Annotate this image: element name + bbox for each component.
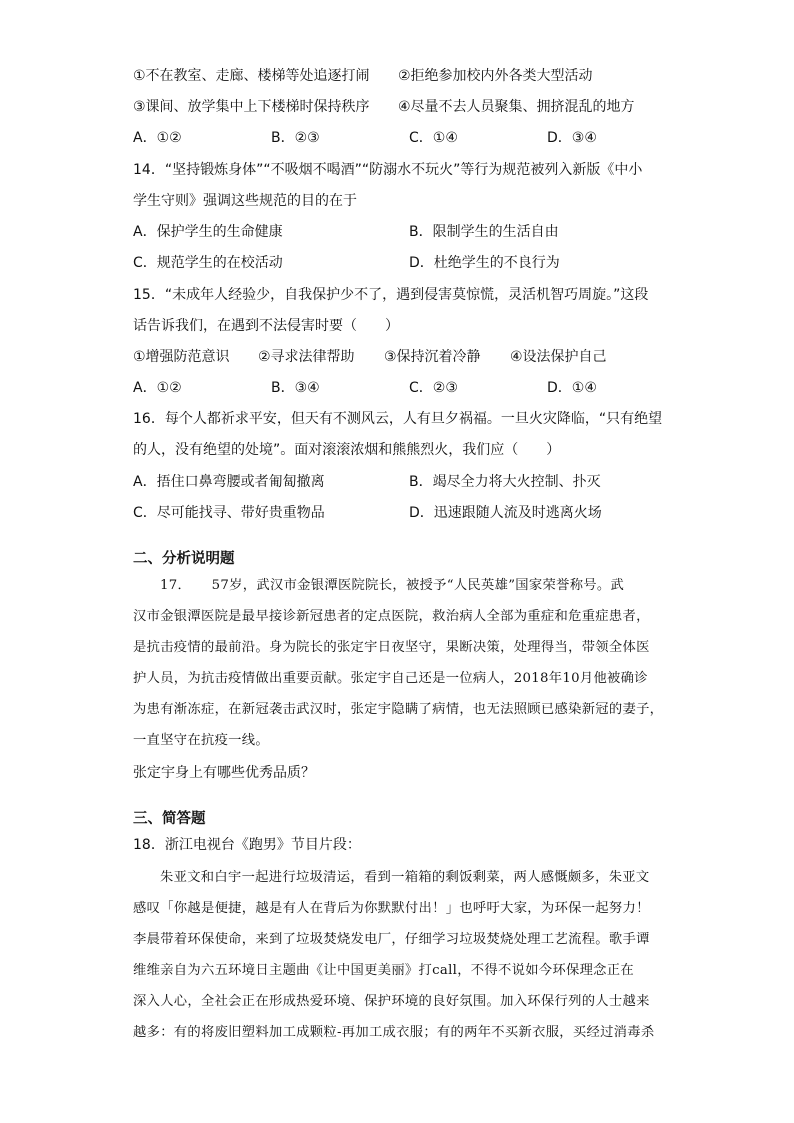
q13-option-d: D．③④ [547,130,597,146]
q16-option-c: C．尽可能找寻、带好贵重物品 [133,505,325,521]
q15-statement-4: ④设法保护自己 [510,349,607,365]
q18-passage-line-5: 深入人心，全社会正在形成热爱环境、保护环境的良好氛围。加入环保行列的人士越来 [133,994,650,1009]
q18-passage-line-6: 越多：有的将废旧塑料加工成颗粒-再加工成衣服；有的两年不买新衣服，买经过消毒杀 [133,1025,655,1040]
q13-statement-4: ④尽量不去人员聚集、拥挤混乱的地方 [398,99,635,115]
q17-question: 张定宇身上有哪些优秀品质？ [133,765,315,781]
q14-stem-line-2: 学生守则》强调这些规范的目的在于 [133,193,357,209]
q15-option-b: B．③④ [271,380,320,396]
q13-option-c: C．①④ [409,130,458,146]
q13-option-b: B．②③ [271,130,320,146]
q17-passage-line-3: 是抗击疫情的最前沿。身为院长的张定宇日夜坚守，果断决策，处理得当，带领全体医 [133,640,650,655]
q16-stem-line-2: 的人，没有绝望的处境”。面对滚滚浓烟和熊熊烈火，我们应（ ） [133,442,561,458]
q14-option-b: B．限制学生的生活自由 [409,224,559,240]
q15-stem-line-2: 话告诉我们，在遇到不法侵害时要（ ） [133,318,399,334]
q15-statement-2: ②寻求法律帮助 [258,349,355,365]
q16-option-a: A．捂住口鼻弯腰或者匍匐撤离 [133,474,325,490]
q15-option-c: C．②③ [409,380,458,396]
q18-passage-line-4: 维维亲自为六五环境日主题曲《让中国更美丽》打call，不得不说如今环保理念正在 [133,963,634,978]
q14-option-d: D．杜绝学生的不良行为 [409,255,560,271]
q14-stem-line-1: 14．“坚持锻炼身体”“不吸烟不喝酒”“防溺水不玩火”等行为规范被列入新版《中小 [133,162,643,178]
q16-option-d: D．迅速跟随人流及时逃离火场 [409,505,602,521]
q15-option-a: A．①② [133,380,182,396]
q18-passage-line-3: 李晨带着环保使命，来到了垃圾焚烧发电厂，仔细学习垃圾焚烧处理工艺流程。歌手谭 [133,932,650,947]
q16-option-b: B．竭尽全力将大火控制、扑灭 [409,474,601,490]
q17-passage-line-2: 汉市金银潭医院是最早接诊新冠患者的定点医院，救治病人全部为重症和危重症患者， [133,609,650,624]
q15-statement-1: ①增强防范意识 [133,349,230,365]
q15-statement-3: ③保持沉着冷静 [384,349,481,365]
q17-passage-line-5: 为患有渐冻症，在新冠袭击武汉时，张定宇隐瞒了病情，也无法照顾已感染新冠的妻子， [133,702,664,717]
q16-stem-line-1: 16．每个人都祈求平安，但天有不测风云，人有旦夕祸福。一旦火灾降临，“只有绝望 [133,411,663,427]
q15-stem-line-1: 15．“未成年人经验少，自我保护少不了，遇到侵害莫惊慌，灵活机智巧周旋。”这段 [133,287,649,303]
q18-passage-line-1: 朱亚文和白宇一起进行垃圾清运，看到一箱箱的剩饭剩菜，两人感慨颇多，朱亚文 [160,870,650,885]
q13-statement-2: ②拒绝参加校内外各类大型活动 [398,68,593,84]
q18-stem: 18．浙江电视台《跑男》节目片段： [133,837,361,853]
section-heading-analysis: 二、分析说明题 [133,551,235,567]
q17-passage-line-6: 一直坚守在抗疫一线。 [133,733,269,748]
q14-option-c: C．规范学生的在校活动 [133,255,283,271]
q15-option-d: D．①④ [547,380,597,396]
q18-passage-line-2: 感叹「你越是便捷，越是有人在背后为你默默付出！」也呼吁大家，为环保一起努力！ [133,901,650,916]
q17-passage-line-4: 护人员，为抗击疫情做出重要贡献。张定宇自己还是一位病人，2018年10月他被确诊 [133,671,648,686]
q13-option-a: A．①② [133,130,182,146]
q17-passage-line-1: 17． 57岁，武汉市金银潭医院院长，被授予“人民英雄”国家荣誉称号。武 [160,578,625,593]
section-heading-short-answer: 三、简答题 [133,811,206,827]
q14-option-a: A．保护学生的生命健康 [133,224,283,240]
q13-statement-3: ③课间、放学集中上下楼梯时保持秩序 [133,99,370,115]
q13-statement-1: ①不在教室、走廊、楼梯等处追逐打闹 [133,68,370,84]
